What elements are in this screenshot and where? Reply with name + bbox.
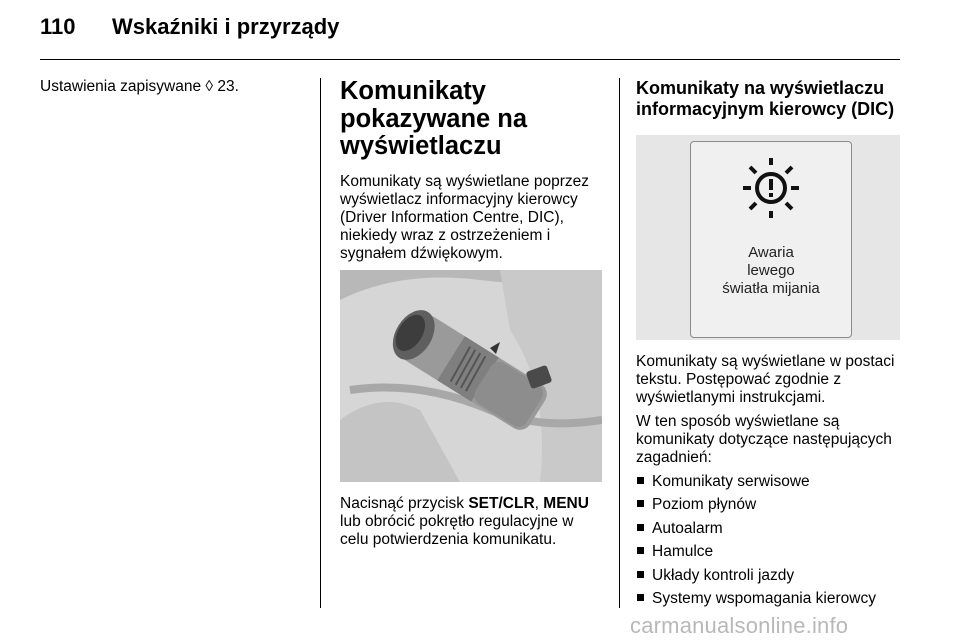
section-heading: Komunikaty pokazywane na wyświetlaczu	[340, 77, 528, 160]
list-item	[636, 496, 906, 514]
instruction-prefix: Nacisnąć przycisk	[340, 494, 469, 512]
column-2	[340, 78, 605, 549]
list-item-text: Hamulce	[652, 543, 714, 560]
exterior-light-fault-icon	[691, 150, 851, 240]
page-number: 110	[40, 14, 76, 39]
dic-message-line-1: Awaria	[748, 244, 794, 261]
dic-message	[691, 244, 851, 298]
instruction-suffix: lub obrócić pokrętło regulacyjne w celu potwierdzenia komunikatu.	[340, 512, 574, 548]
paragraph-topics-intro: W ten sposób wyświetlane są komunikaty dotyczące następujących zagadnień:	[636, 413, 892, 466]
dic-screen	[690, 141, 852, 338]
page-title: Wskaźniki i przyrządy	[112, 14, 340, 39]
page-header	[40, 14, 339, 40]
list-item-text: Komunikaty serwisowe	[652, 472, 810, 490]
instruction-paragraph	[340, 495, 605, 549]
bullet-icon	[637, 477, 644, 484]
reference-page[interactable]: 23.	[213, 78, 239, 95]
bullet-icon	[637, 500, 644, 507]
column-divider-1	[320, 78, 321, 608]
dic-message-line-3: światła mijania	[722, 280, 820, 297]
paragraph-text-messages: Komunikaty są wyświetlane w postaci tekstu. Postępować zgodnie z wyświetlanymi instrukcjami.	[636, 353, 895, 406]
set-clr-button-label: SET/CLR	[468, 494, 535, 512]
list-item	[636, 543, 906, 561]
intro-paragraph: Komunikaty są wyświetlane poprzez wyświetlacz informacyjny kierowcy (Driver Information Centre, DIC), niekiedy wraz z ostrzeżeniem i sygnałem dźwiękowym.	[340, 172, 589, 262]
watermark: carmanualsonline.info	[630, 613, 849, 638]
list-item-text: Poziom płynów	[652, 496, 757, 513]
reference-text: Ustawienia zapisywane	[40, 78, 206, 95]
section-heading-dic: Komunikaty na wyświetlaczu informacyjnym kierowcy (DIC)	[636, 78, 895, 119]
bullet-icon	[637, 524, 644, 531]
bullet-icon	[637, 571, 644, 578]
header-rule	[40, 59, 900, 60]
list-item	[636, 473, 906, 491]
dic-message-line-2: lewego	[747, 262, 795, 279]
list-item	[636, 567, 906, 585]
instruction-separator: ,	[534, 494, 544, 512]
list-item	[636, 590, 906, 608]
column-divider-2	[619, 78, 620, 608]
topics-list	[636, 473, 906, 609]
dic-display-image	[636, 135, 900, 340]
turn-signal-stalk-image	[340, 270, 602, 482]
menu-button-label: MENU	[543, 494, 589, 512]
list-item	[636, 520, 906, 538]
bullet-icon	[637, 594, 644, 601]
list-item-text: Układy kontroli jazdy	[652, 566, 795, 584]
page-reference-icon: ◊	[205, 78, 214, 95]
column-3	[636, 78, 906, 608]
bullet-icon	[637, 547, 644, 554]
list-item-text: Autoalarm	[652, 519, 723, 537]
column-1	[40, 78, 300, 96]
list-item-text: Systemy wspomagania kierowcy	[652, 590, 876, 607]
stalk-illustration	[340, 270, 602, 482]
settings-reference	[40, 78, 300, 96]
